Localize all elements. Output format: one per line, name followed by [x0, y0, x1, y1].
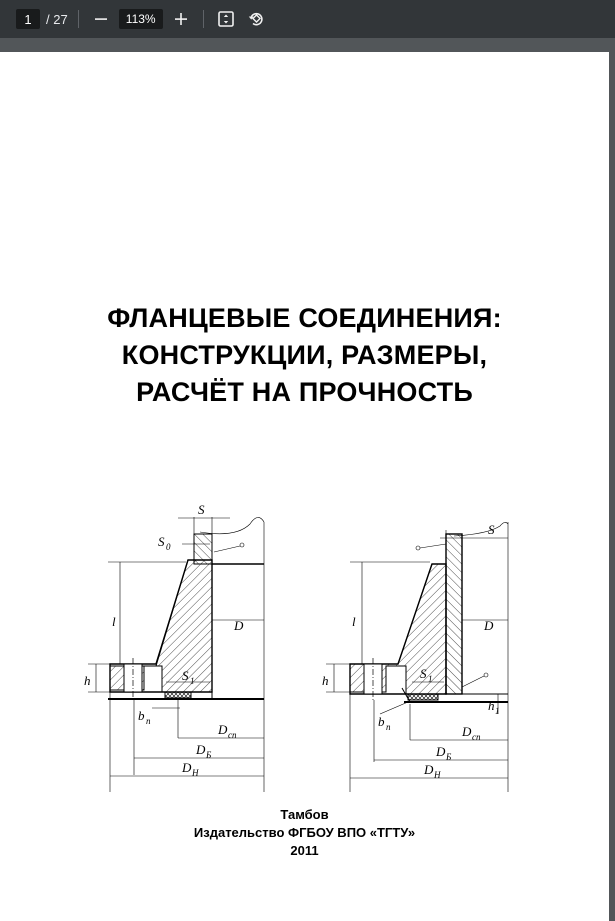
label-h-right: h — [322, 673, 329, 688]
plus-icon — [174, 12, 188, 26]
rotate-button[interactable] — [244, 7, 268, 31]
label-dn-sub: Н — [192, 768, 199, 778]
label-dn-right: D — [424, 762, 434, 777]
label-dn-sub-right: Н — [434, 770, 441, 780]
label-dsp: D — [218, 722, 228, 737]
label-d: D — [234, 618, 244, 633]
title-line-1: ФЛАНЦЕВЫЕ СОЕДИНЕНИЯ: — [107, 303, 502, 333]
label-db: D — [196, 742, 206, 757]
label-s1-sub-right: 1 — [428, 674, 433, 684]
label-bp-sub: п — [146, 716, 151, 726]
pdf-toolbar — [0, 0, 615, 38]
label-s: S — [198, 502, 205, 517]
label-bp: b — [138, 708, 145, 723]
minus-icon — [94, 12, 108, 26]
label-h: h — [84, 673, 91, 688]
label-db-sub: Б — [206, 750, 212, 760]
fit-to-page-button[interactable] — [214, 7, 238, 31]
page-total: / 27 — [46, 11, 68, 27]
label-s0-sub: 0 — [166, 542, 171, 552]
title-line-2: КОНСТРУКЦИИ, РАЗМЕРЫ, — [121, 340, 488, 370]
label-dsp-sub: сп — [228, 730, 237, 740]
label-h1-sub: 1 — [495, 706, 500, 716]
label-l: l — [112, 614, 116, 629]
rotate-icon — [247, 10, 265, 28]
page-number-input[interactable]: 1 — [16, 9, 40, 29]
pdf-page — [0, 52, 609, 921]
fit-page-icon — [217, 10, 235, 28]
title-line-3: РАСЧЁТ НА ПРОЧНОСТЬ — [136, 377, 473, 407]
footer-year: 2011 — [290, 843, 319, 858]
label-bp-sub-right: п — [386, 722, 391, 732]
label-s1-right: S — [420, 666, 427, 681]
label-dsp-sub-right: сп — [472, 732, 481, 742]
label-d-right: D — [484, 618, 494, 633]
label-h1: h — [488, 698, 495, 713]
zoom-out-button[interactable] — [89, 7, 113, 31]
footer-city: Тамбов — [280, 807, 329, 822]
document-viewer[interactable] — [0, 38, 615, 921]
toolbar-divider — [78, 10, 79, 28]
document-footer — [0, 806, 609, 860]
right-flange — [326, 522, 508, 792]
left-flange — [88, 517, 264, 792]
label-s1: S — [182, 668, 189, 683]
toolbar-divider — [203, 10, 204, 28]
label-bp-right: b — [378, 714, 385, 729]
label-s0: S — [158, 534, 165, 549]
vertical-scrollbar[interactable] — [609, 38, 615, 921]
label-db-right: D — [436, 744, 446, 759]
label-s1-sub: 1 — [190, 676, 195, 686]
footer-publisher: Издательство ФГБОУ ВПО «ТГТУ» — [193, 825, 416, 840]
flange-drawing — [0, 442, 609, 780]
zoom-in-button[interactable] — [169, 7, 193, 31]
label-s-right: S — [488, 522, 495, 537]
label-db-sub-right: Б — [446, 752, 452, 762]
label-dn: D — [182, 760, 192, 775]
label-dsp-right: D — [462, 724, 472, 739]
document-title — [0, 300, 609, 411]
zoom-input[interactable]: 113% — [119, 9, 163, 29]
label-l-right: l — [352, 614, 356, 629]
